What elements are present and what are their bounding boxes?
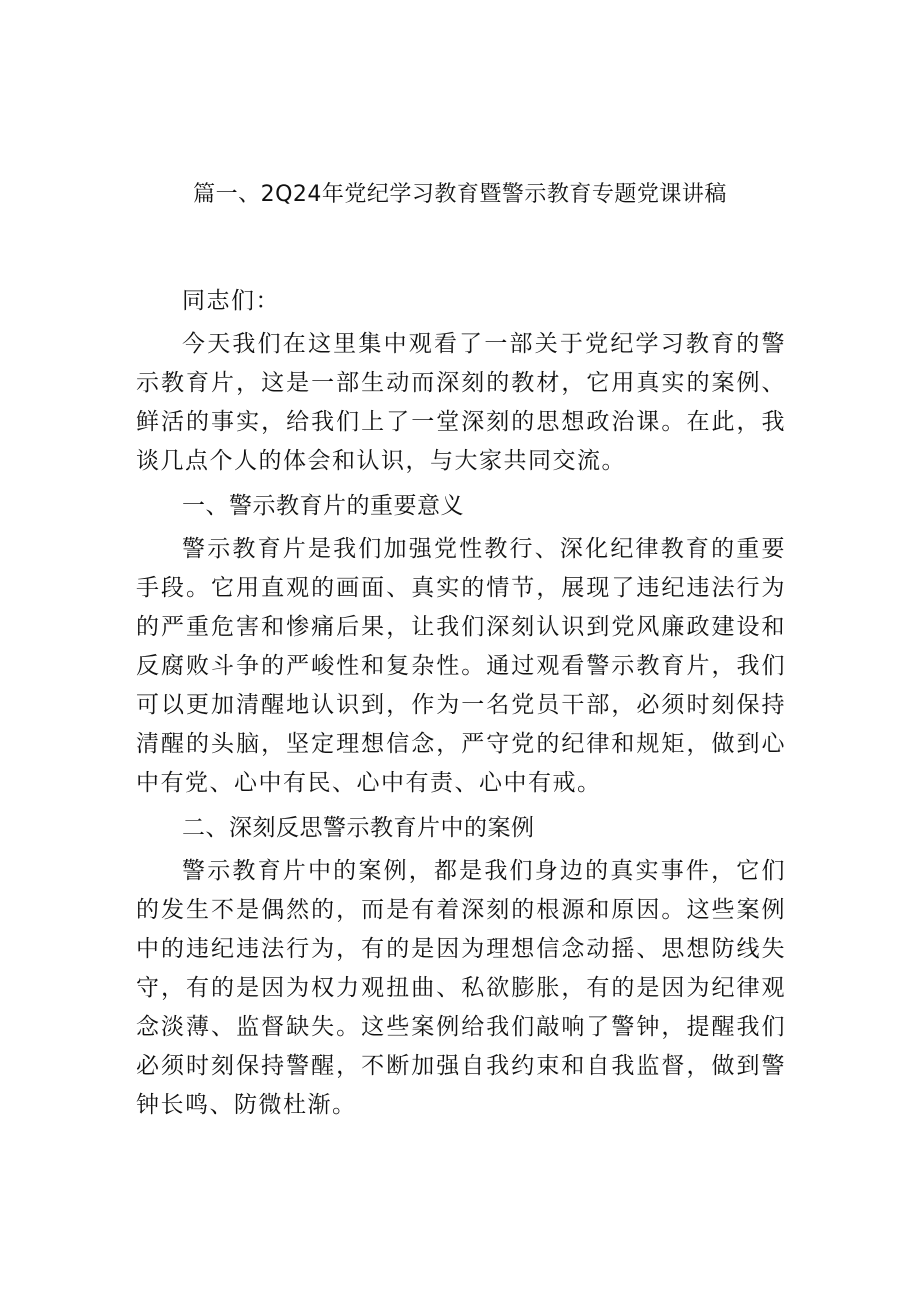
section-heading-1: 一、警示教育片的重要意义: [182, 493, 464, 519]
section-heading-2: 二、深刻反思警示教育片中的案例: [182, 815, 535, 841]
document-title: 篇一、2Q24年党纪学习教育暨警示教育专题党课讲稿: [193, 182, 727, 207]
intro-paragraph: 今天我们在这里集中观看了一部关于党纪学习教育的警示教育片，这是一部生动而深刻的教材，它用真实的案例、鲜活的事实，给我们上了一堂深刻的思想政治课。在此，我谈几点个人的体会和认识，与大家共同交流。: [136, 331, 786, 474]
document-body: [136, 282, 786, 1125]
section-paragraph-2: 警示教育片中的案例，都是我们身边的真实事件，它们的发生不是偶然的，而是有着深刻的根源和原因。这些案例中的违纪违法行为，有的是因为理想信念动摇、思想防线失守，有的是因为权力观扭曲、私欲膨胀，有的是因为纪律观念淡薄、监督缺失。这些案例给我们敲响了警钟，提醒我们必须时刻保持警醒，不断加强自我约束和自我监督，做到警钟长鸣、防微杜渐。: [136, 858, 786, 1118]
section-paragraph-1: 警示教育片是我们加强党性教行、深化纪律教育的重要手段。它用直观的画面、真实的情节，展现了违纪违法行为的严重危害和惨痛后果，让我们深刻认识到党风廉政建设和反腐败斗争的严峻性和复杂性。通过观看警示教育片，我们可以更加清醒地认识到，作为一名党员干部，必须时刻保持清醒的头脑，坚定理想信念，严守党的纪律和规矩，做到心中有党、心中有民、心中有责、心中有戒。: [136, 536, 786, 796]
salutation: 同志们：: [182, 288, 280, 314]
